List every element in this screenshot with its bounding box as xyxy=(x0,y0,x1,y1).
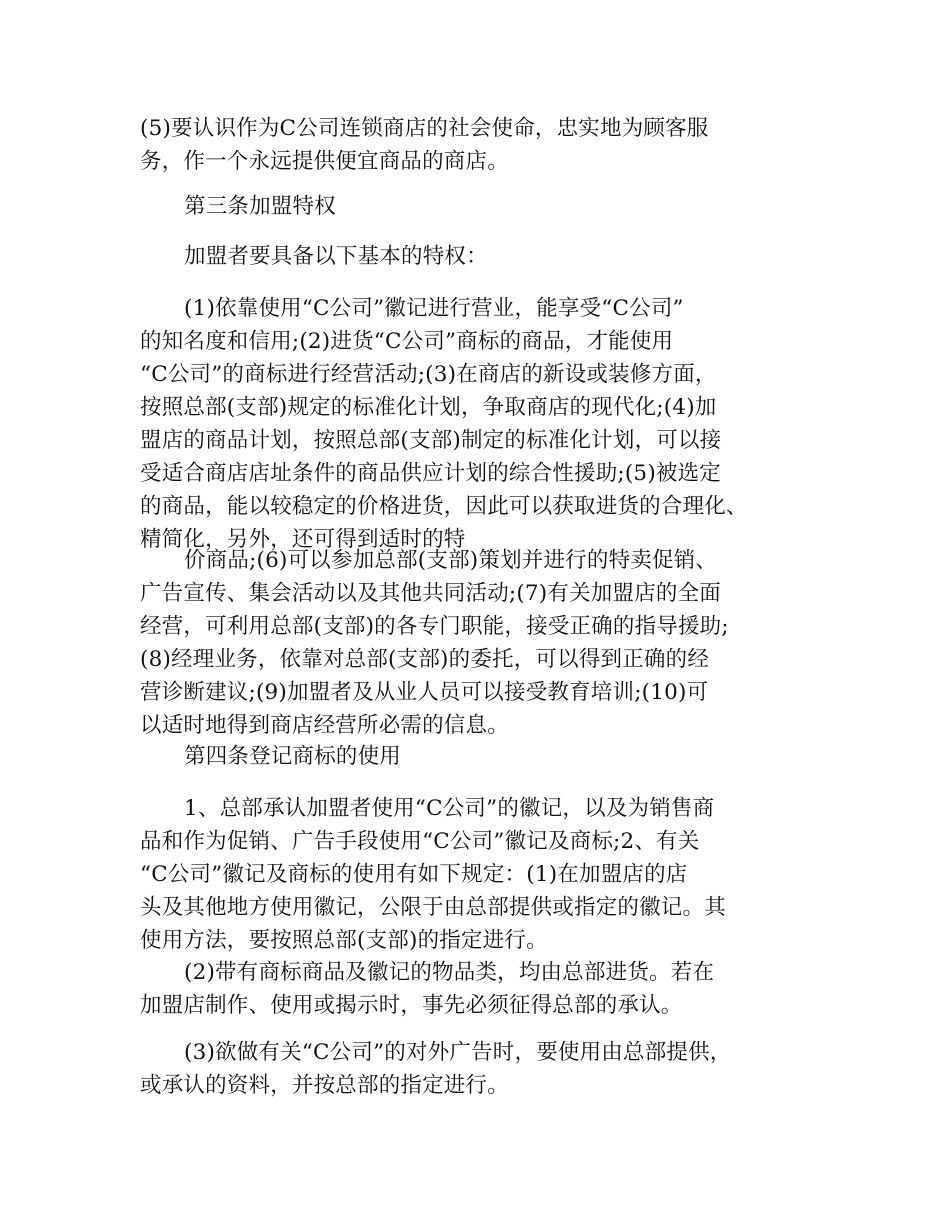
text-line: 精简化，另外，还可得到适时的特 xyxy=(140,527,466,552)
text-line: “C公司”徽记及商标的使用有如下规定：(1)在加盟店的店 xyxy=(140,862,688,887)
text-line: (2)带有商标商品及徽记的物品类，均由总部进货。若在 xyxy=(184,960,715,985)
text-line: 1、总部承认加盟者使用“C公司”的徽记，以及为销售商 xyxy=(184,796,715,821)
text-line: 以适时地得到商店经营所必需的信息。 xyxy=(140,713,509,738)
text-line: 受适合商店店址条件的商品供应计划的综合性援助;(5)被选定 xyxy=(140,461,722,486)
text-line: 经营，可利用总部(支部)的各专门职能，接受正确的指导援助; xyxy=(140,614,729,639)
text-line: 的商品，能以较稳定的价格进货，因此可以获取进货的合理化、 xyxy=(140,494,748,519)
paragraph-trademark-rule-2 xyxy=(140,956,840,1022)
paragraph-privileges-list-1 xyxy=(140,292,840,556)
text-line: 加盟者要具备以下基本的特权： xyxy=(184,244,488,269)
text-line: 广告宣传、集会活动以及其他共同活动;(7)有关加盟店的全面 xyxy=(140,581,722,606)
paragraph-privileges-list-2 xyxy=(140,544,840,742)
heading-article-4 xyxy=(140,740,840,773)
text-line: 或承认的资料，并按总部的指定进行。 xyxy=(140,1073,509,1098)
text-line: (1)依靠使用“C公司”徽记进行营业，能享受“C公司” xyxy=(184,296,684,321)
text-line: 盟店的商品计划，按照总部(支部)制定的标准化计划，可以接 xyxy=(140,428,722,453)
paragraph-privileges-intro xyxy=(140,240,840,273)
text-line: (5)要认识作为C公司连锁商店的社会使命，忠实地为顾客服 xyxy=(140,116,709,141)
text-line: 务，作一个永远提供便宜商品的商店。 xyxy=(140,149,509,174)
paragraph-trademark-rule-3 xyxy=(140,1036,840,1102)
section-heading: 第三条加盟特权 xyxy=(184,194,336,219)
text-line: 头及其他地方使用徽记，公限于由总部提供或指定的徽记。其 xyxy=(140,895,726,920)
text-line: “C公司”的商标进行经营活动;(3)在商店的新设或装修方面， xyxy=(140,362,717,387)
section-heading: 第四条登记商标的使用 xyxy=(184,744,402,769)
text-line: 加盟店制作、使用或揭示时，事先必须征得总部的承认。 xyxy=(140,993,683,1018)
text-line: 按照总部(支部)规定的标准化计划，争取商店的现代化;(4)加 xyxy=(140,395,717,420)
text-line: 品和作为促销、广告手段使用“C公司”徽记及商标;2、有关 xyxy=(140,829,700,854)
text-line: (3)欲做有关“C公司”的对外广告时，要使用由总部提供， xyxy=(184,1040,732,1065)
paragraph-mission-item-5 xyxy=(140,112,840,178)
paragraph-trademark-rules xyxy=(140,792,840,957)
heading-article-3 xyxy=(140,190,840,223)
text-line: 营诊断建议;(9)加盟者及从业人员可以接受教育培训;(10)可 xyxy=(140,680,709,705)
text-line: 的知名度和信用;(2)进货“C公司”商标的商品，才能使用 xyxy=(140,329,674,354)
text-line: (8)经理业务，依靠对总部(支部)的委托，可以得到正确的经 xyxy=(140,647,710,672)
text-line: 价商品;(6)可以参加总部(支部)策划并进行的特卖促销、 xyxy=(184,548,718,573)
text-line: 使用方法，要按照总部(支部)的指定进行。 xyxy=(140,928,548,953)
